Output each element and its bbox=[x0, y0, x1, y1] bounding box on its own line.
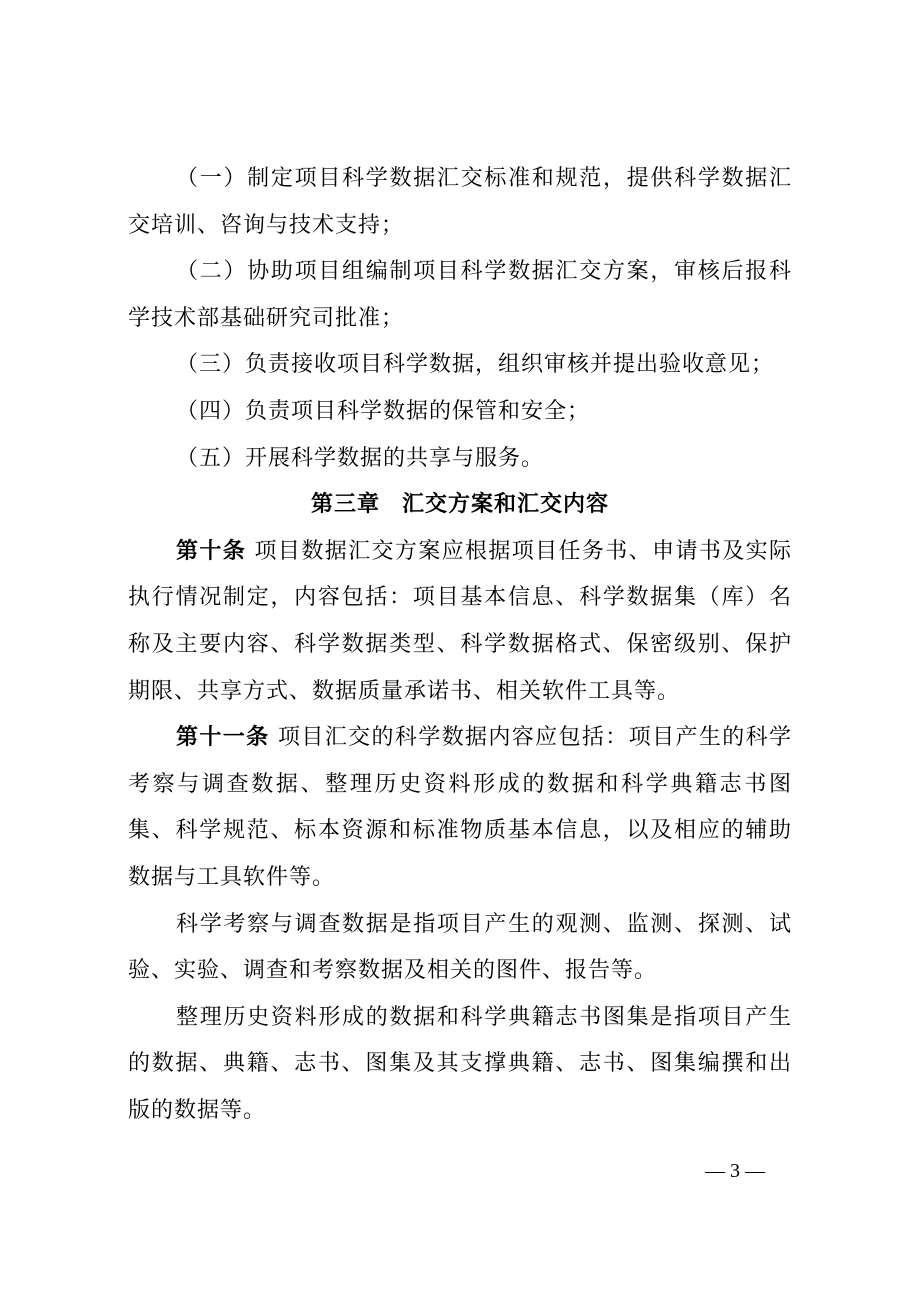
list-item-2: （二）协助项目组编制项目科学数据汇交方案，审核后报科学技术部基础研究司批准； bbox=[128, 259, 792, 331]
page-number: — 3 — bbox=[705, 1160, 765, 1182]
chapter-number: 第三章 bbox=[310, 492, 380, 518]
article-11-number: 第十一条 bbox=[176, 725, 270, 751]
document-body bbox=[128, 156, 792, 1134]
paragraph-historical-data: 整理历史资料形成的数据和科学典籍志书图集是指项目产生的数据、典籍、志书、图集及其支撑典籍、志书、图集编撰和出版的数据等。 bbox=[128, 1004, 792, 1123]
article-11-text: 项目汇交的科学数据内容应包括：项目产生的科学考察与调查数据、整理历史资料形成的数据和科学典籍志书图集、科学规范、标本资源和标准物质基本信息，以及相应的辅助数据与工具软件等。 bbox=[128, 725, 792, 890]
chapter-heading bbox=[128, 482, 792, 529]
article-10 bbox=[128, 529, 792, 715]
article-10-text: 项目数据汇交方案应根据项目任务书、申请书及实际执行情况制定，内容包括：项目基本信息、科学数据集（库）名称及主要内容、科学数据类型、科学数据格式、保密级别、保护期限、共享方式、数据质量承诺书、相关软件工具等。 bbox=[128, 538, 792, 704]
paragraph-survey-data: 科学考察与调查数据是指项目产生的观测、监测、探测、试验、实验、调查和考察数据及相关的图件、报告等。 bbox=[128, 911, 792, 984]
list-item-3: （三）负责接收项目科学数据，组织审核并提出验收意见； bbox=[176, 352, 775, 378]
article-11 bbox=[128, 715, 792, 901]
chapter-title: 汇交方案和汇交内容 bbox=[402, 492, 610, 518]
list-item-5: （五）开展科学数据的共享与服务。 bbox=[176, 445, 545, 471]
list-item-4: （四）负责项目科学数据的保管和安全； bbox=[176, 398, 591, 424]
article-10-number: 第十条 bbox=[176, 538, 247, 564]
list-item-1: （一）制定项目科学数据汇交标准和规范，提供科学数据汇交培训、咨询与技术支持； bbox=[128, 166, 792, 238]
